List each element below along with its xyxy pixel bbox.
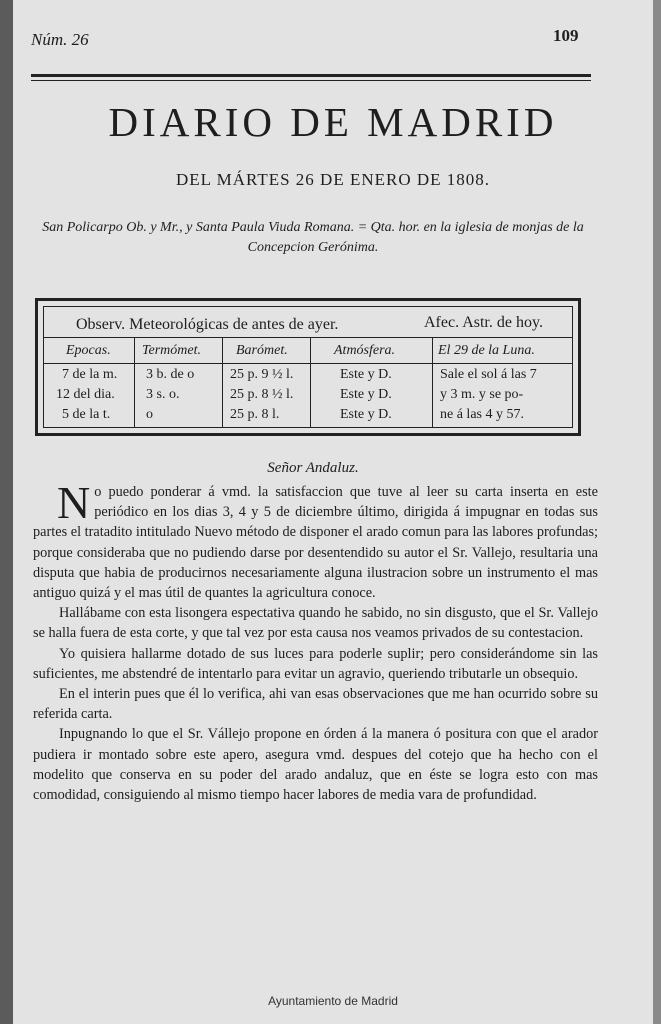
cell-atmosfera: Este y D. — [340, 387, 392, 402]
col-header-barometro: Barómet. — [236, 343, 288, 358]
masthead-title: DIARIO DE MADRID — [108, 99, 558, 145]
cell-epoca: 12 del dia. — [56, 387, 115, 402]
cell-termometro: o — [146, 407, 153, 422]
salutation: Señor Andaluz. — [267, 460, 359, 476]
archive-credit: Ayuntamiento de Madrid — [268, 994, 398, 1008]
paragraph: Inpugnando lo que el Sr. Vállejo propone en órden á la manera ó positura con que el arador pudiera ir montado sobre este apero, asegura vmd. despues del cotejo que ha hecho con el modelito que conserva en su poder del arado andaluz, que en éste se logra esto con mas comodidad, consiguiendo al mismo tiempo hacer labores de media vara de profundidad. — [33, 726, 598, 804]
paragraph: Hallábame con esta lisongera espectativa quando he sabido, no sin disgusto, que el Sr. Vallejo se halla fuera de esta corte, y que tal vez por esta causa nos veamos privados de su contestacion. — [33, 605, 598, 642]
scan-margin-right — [653, 0, 661, 1024]
weather-header-rule — [44, 337, 572, 338]
scan-margin-left — [0, 0, 13, 1024]
weather-title: Observ. Meteorológicas de antes de ayer. — [76, 316, 339, 333]
cell-epoca: 7 de la m. — [62, 367, 118, 382]
drop-cap: N — [57, 477, 91, 528]
col-header-epocas: Epocas. — [66, 343, 111, 358]
cell-astro: y 3 m. y se po- — [440, 387, 524, 402]
cell-barometro: 25 p. 9 ½ l. — [230, 367, 294, 382]
astro-title: Afec. Astr. de hoy. — [424, 314, 543, 331]
header-rule — [31, 74, 591, 77]
weather-table — [35, 298, 581, 436]
issue-date: DEL MÁRTES 26 DE ENERO DE 1808. — [175, 170, 491, 189]
header-rule-thin — [31, 80, 591, 81]
col-divider — [134, 337, 135, 427]
cell-atmosfera: Este y D. — [340, 407, 392, 422]
col-divider — [222, 337, 223, 427]
newspaper-page — [13, 0, 653, 1024]
saints-of-day: San Policarpo Ob. y Mr., y Santa Paula Viuda Romana. = Qta. hor. en la iglesia de monjas de la Concepcion Gerónima. — [42, 220, 584, 255]
cell-barometro: 25 p. 8 l. — [230, 407, 280, 422]
page-number: 109 — [553, 26, 579, 45]
article-body — [33, 477, 598, 805]
paragraph-text: o puedo ponderar á vmd. la satisfaccion que tuve al leer su carta inserta en este periódico en los dias 3, 4 y 5 de diciembre último, dirigida á impugnar en todas sus partes el tratadito intitulado Nuevo método de disponer el arado comun para las labores profundas; porque consideraba que no pudiendo darse por desentendido su autor el Sr. Vallejo, resultaria una disputa que habia de producirnos necesariamente alguna ilustracion sobre un instrumento el mas antiguo quizá y el mas útil de quantes la agricultura conoce. — [33, 484, 598, 602]
cell-astro: Sale el sol á las 7 — [440, 367, 537, 382]
weather-table-inner — [43, 306, 573, 428]
paragraph: En el interin pues que él lo verifica, ahi van esas observaciones que me han ocurrido sobre su referida carta. — [33, 686, 598, 723]
weather-col-rule — [44, 363, 572, 364]
col-header-atmosfera: Atmósfera. — [334, 343, 396, 358]
cell-termometro: 3 s. o. — [146, 387, 180, 402]
col-divider — [310, 337, 311, 427]
paragraph: Yo quisiera hallarme dotado de sus luces para poderle suplir; pero considerándome sin las suficientes, me abstendré de intentarlo para evitar un agravio, queriendo tributarle un obsequio. — [33, 645, 598, 682]
paragraph — [33, 477, 598, 603]
cell-atmosfera: Este y D. — [340, 367, 392, 382]
cell-astro: ne á las 4 y 57. — [440, 407, 524, 422]
col-divider — [432, 337, 433, 427]
col-header-luna: El 29 de la Luna. — [438, 343, 535, 358]
cell-termometro: 3 b. de o — [146, 367, 195, 382]
issue-number: Núm. 26 — [31, 30, 89, 49]
cell-barometro: 25 p. 8 ½ l. — [230, 387, 294, 402]
col-header-termometro: Termómet. — [142, 343, 201, 358]
cell-epoca: 5 de la t. — [62, 407, 111, 422]
